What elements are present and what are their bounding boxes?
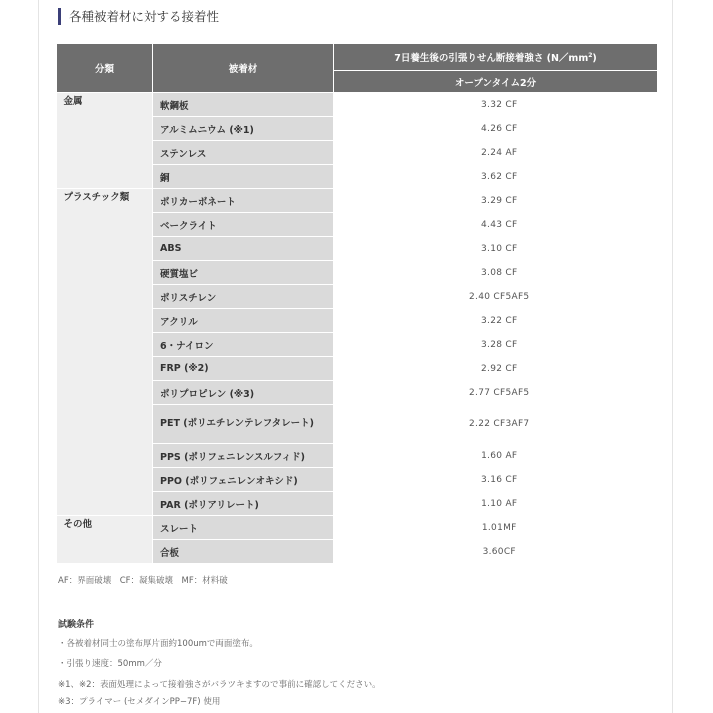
material-cell: アルミムニウム (※1)	[153, 117, 334, 141]
strength-cell: 3.28 CF	[334, 333, 658, 357]
strength-cell: 4.26 CF	[334, 117, 658, 141]
table-row	[57, 516, 658, 540]
material-cell: ABS	[153, 237, 334, 261]
strength-cell: 2.24 AF	[334, 141, 658, 165]
material-cell: ポリカーボネート	[153, 189, 334, 213]
strength-cell: 1.60 AF	[334, 444, 658, 468]
material-cell: スレート	[153, 516, 334, 540]
strength-cell: 2.92 CF	[334, 357, 658, 381]
category-cell: 金属	[57, 93, 153, 189]
test-conditions-title: 試験条件	[58, 620, 95, 630]
strength-cell: 1.01MF	[334, 516, 658, 540]
table-row	[57, 189, 658, 213]
strength-cell: 3.08 CF	[334, 261, 658, 285]
header-material: 被着材	[153, 44, 334, 93]
strength-cell: 3.22 CF	[334, 309, 658, 333]
failure-mode-legend: AF：界面破壊 CF：凝集破壊 MF：材料破	[58, 576, 228, 586]
category-cell: プラスチック類	[57, 189, 153, 516]
material-cell: PAR (ポリアリレート)	[153, 492, 334, 516]
material-cell: ポリプロピレン (※3)	[153, 381, 334, 405]
note-primer: ※3：プライマー (セメダインPP−7F) 使用	[58, 697, 221, 707]
material-cell: 軟鋼板	[153, 93, 334, 117]
strength-cell: 3.32 CF	[334, 93, 658, 117]
strength-cell: 3.29 CF	[334, 189, 658, 213]
material-cell: PET (ポリエチレンテレフタレート)	[153, 405, 334, 444]
strength-cell: 2.22 CF3AF7	[334, 405, 658, 444]
adhesion-table	[56, 43, 658, 564]
note-coating-thickness: ・各被着材同士の塗布厚片面約100umで両面塗布。	[58, 639, 258, 649]
material-cell: 硬質塩ビ	[153, 261, 334, 285]
strength-cell: 2.40 CF5AF5	[334, 285, 658, 309]
strength-cell: 3.10 CF	[334, 237, 658, 261]
material-cell: PPS (ポリフェニレンスルフィド)	[153, 444, 334, 468]
material-cell: FRP (※2)	[153, 357, 334, 381]
material-cell: ポリスチレン	[153, 285, 334, 309]
header-category: 分類	[57, 44, 153, 93]
strength-cell: 3.62 CF	[334, 165, 658, 189]
strength-cell: 3.16 CF	[334, 468, 658, 492]
category-cell: その他	[57, 516, 153, 564]
material-cell: ステンレス	[153, 141, 334, 165]
header-open-time: オープンタイム2分	[334, 71, 658, 93]
strength-cell: 3.60CF	[334, 540, 658, 564]
section-title: 各種被着材に対する接着性	[58, 8, 219, 25]
strength-cell: 2.77 CF5AF5	[334, 381, 658, 405]
strength-cell: 4.43 CF	[334, 213, 658, 237]
note-pull-speed: ・引張り速度：50mm／分	[58, 659, 162, 669]
material-cell: アクリル	[153, 309, 334, 333]
material-cell: 銅	[153, 165, 334, 189]
table-row	[57, 93, 658, 117]
strength-cell: 1.10 AF	[334, 492, 658, 516]
material-cell: 合板	[153, 540, 334, 564]
material-cell: PPO (ポリフェニレンオキシド)	[153, 468, 334, 492]
material-cell: 6・ナイロン	[153, 333, 334, 357]
note-surface-treatment: ※1、※2：表面処理によって接着強さがバラツキますので事前に確認してください。	[58, 680, 381, 690]
material-cell: ベークライト	[153, 213, 334, 237]
header-strength: 7日養生後の引張りせん断接着強さ $(N/mm^2)$	[334, 44, 658, 71]
